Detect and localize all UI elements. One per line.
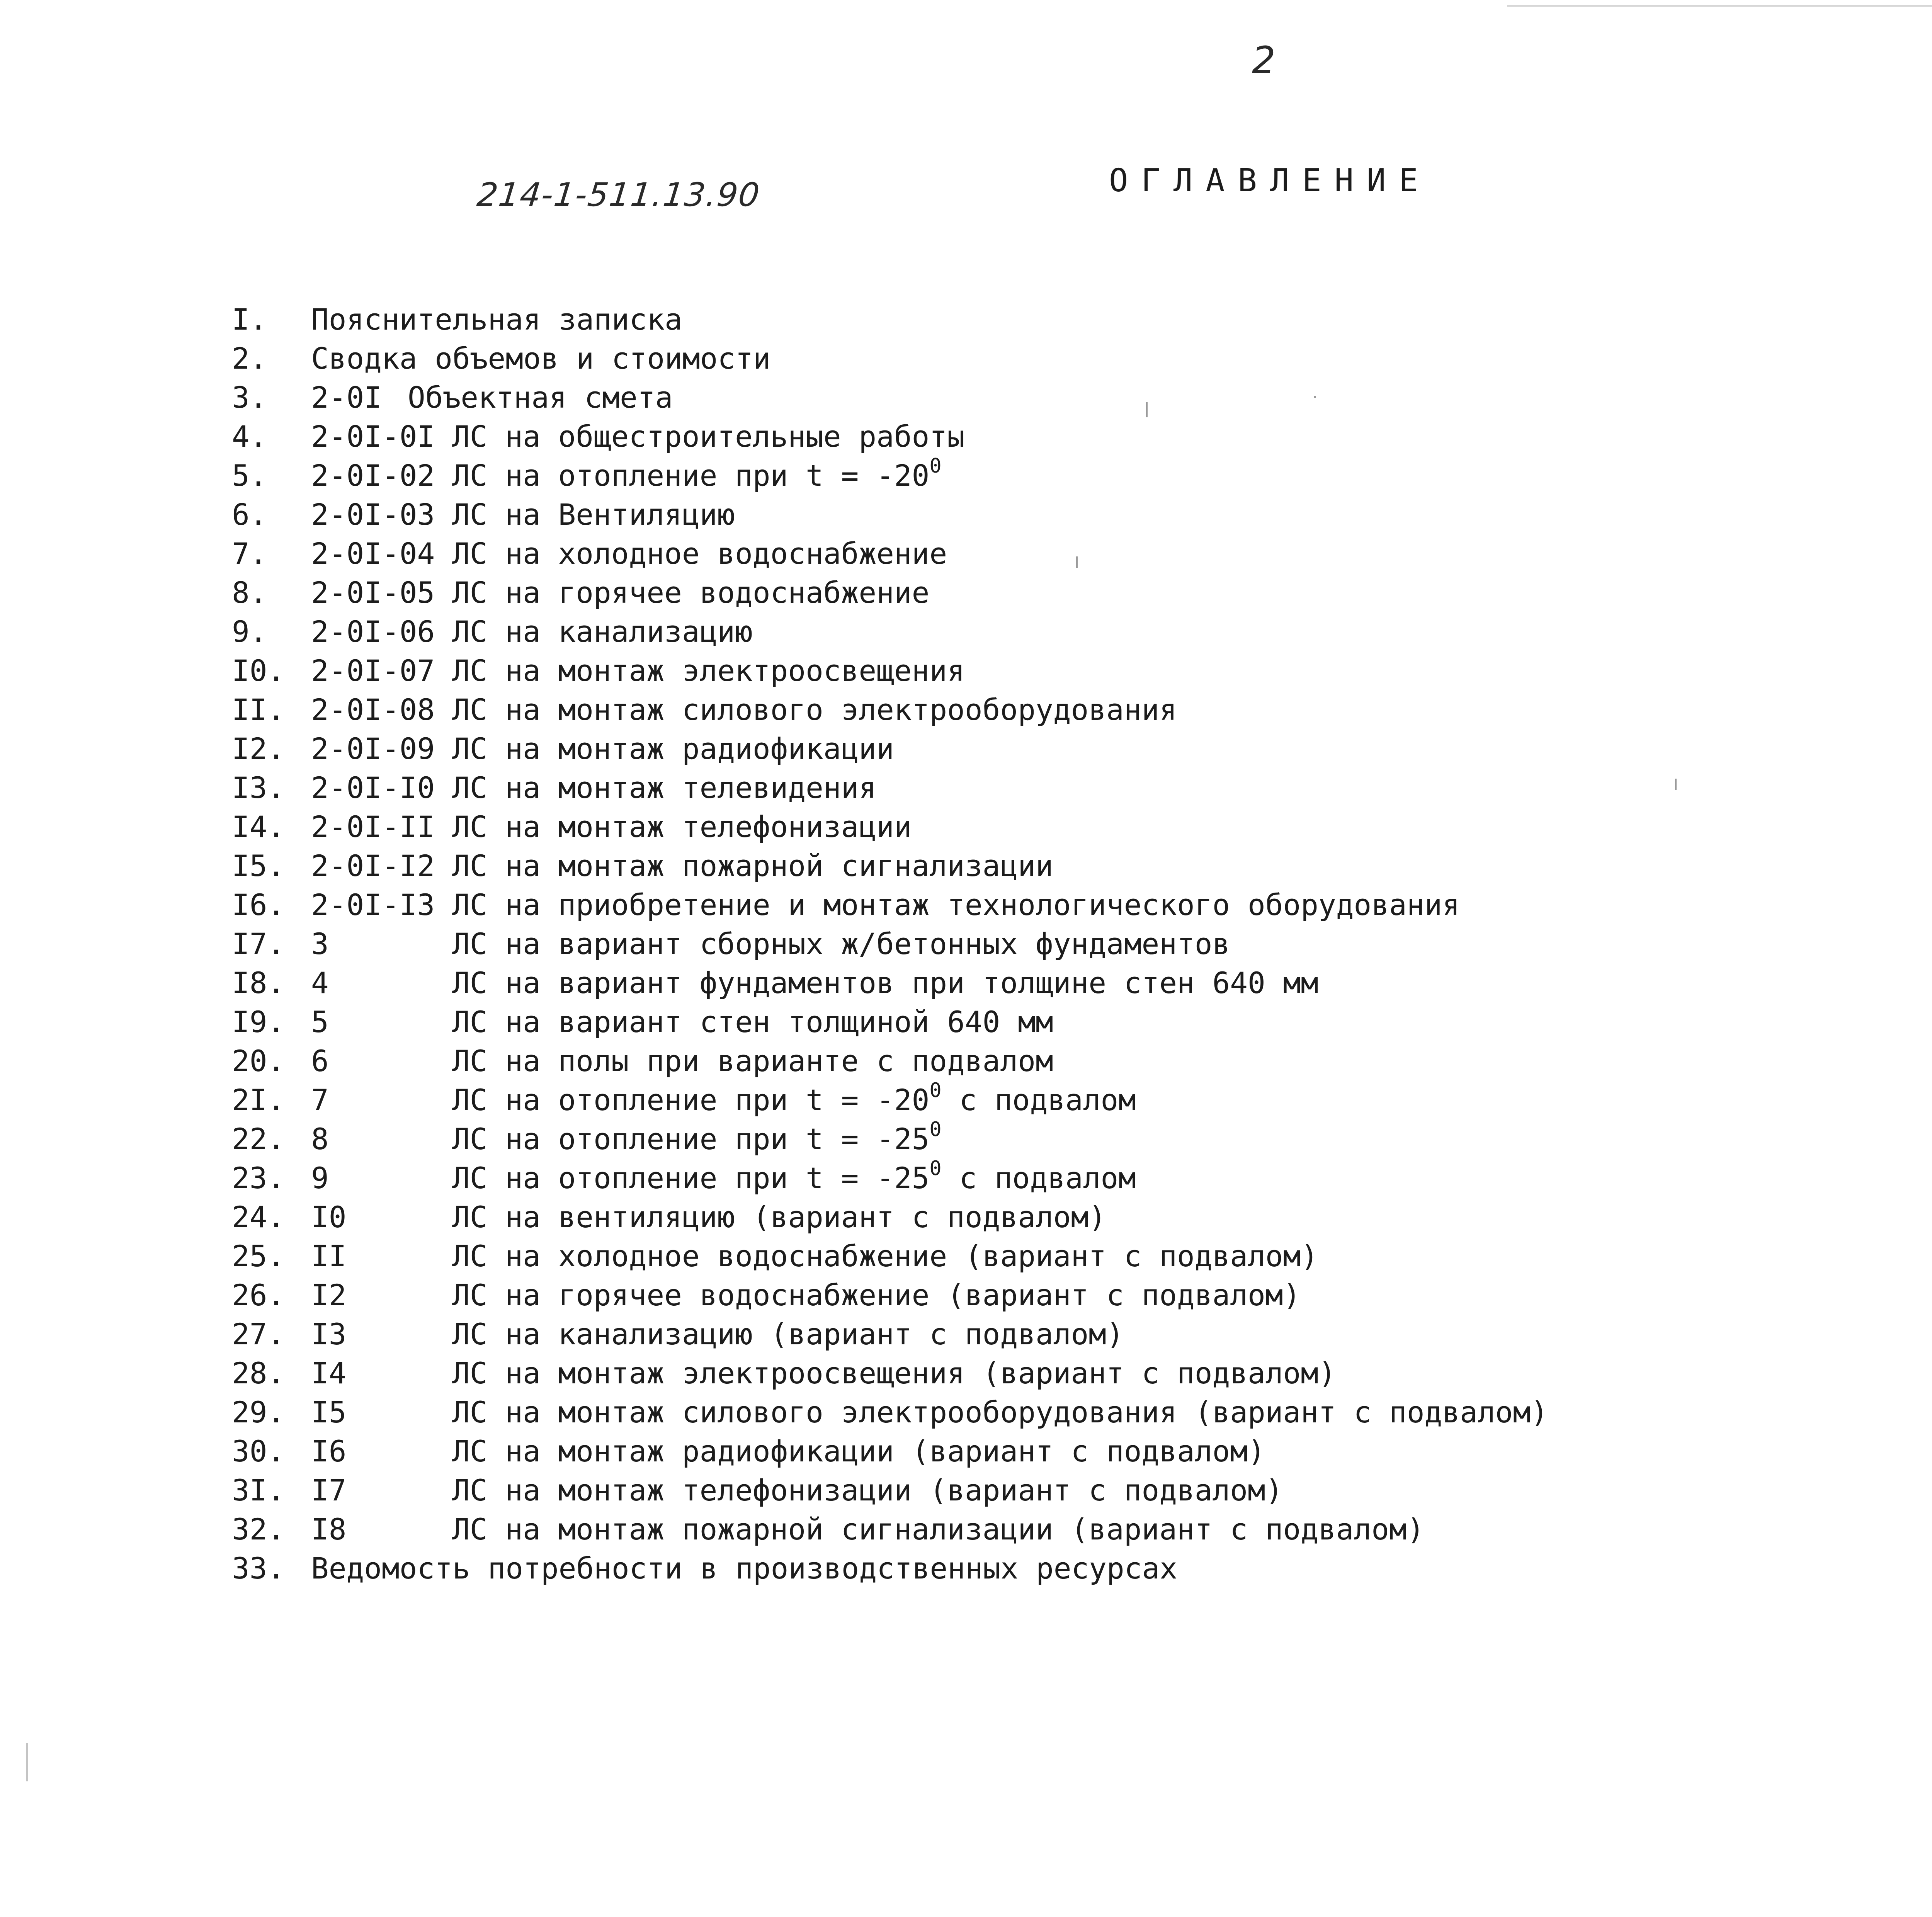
toc-item-code: 6: [311, 1044, 329, 1078]
toc-item-title-text: Объектная смета: [408, 380, 673, 415]
toc-item-number: 29.: [232, 1395, 285, 1429]
toc-item-number: II.: [232, 692, 285, 727]
toc-row: [232, 1432, 1932, 1471]
toc-row: [232, 1237, 1932, 1276]
toc-item-title-text: ЛС на монтаж радиофикации (вариант с подвалом): [452, 1434, 1265, 1468]
toc-row: [232, 378, 1932, 417]
toc-item-title: [452, 612, 753, 651]
toc-row: [232, 573, 1932, 612]
toc-item-title: [311, 300, 682, 339]
toc-item-title: [452, 1393, 1548, 1432]
toc-item-title: [452, 1042, 1053, 1080]
toc-item-code: I6: [311, 1434, 347, 1468]
toc-item-number: 30.: [232, 1434, 285, 1468]
toc-row: [232, 886, 1932, 925]
toc-item-code: 2-0I-06: [311, 614, 435, 649]
toc-row: [232, 730, 1932, 769]
toc-item-title: [452, 1120, 942, 1158]
toc-item-title-text: ЛС на монтаж электроосвещения (вариант с подвалом): [452, 1356, 1336, 1390]
toc-item-title: [452, 769, 876, 807]
toc-item-code: I7: [311, 1473, 347, 1507]
toc-item-number: 25.: [232, 1239, 285, 1273]
toc-item-code: 8: [311, 1122, 329, 1156]
toc-item-number: 9.: [232, 614, 267, 649]
toc-item-title-text: ЛС на канализацию: [452, 614, 753, 649]
toc-row: [232, 300, 1932, 339]
toc-item-number: I8.: [232, 966, 285, 1000]
toc-row: [232, 495, 1932, 534]
toc-row: [232, 339, 1932, 378]
toc-item-number: 32.: [232, 1512, 285, 1546]
toc-item-number: I4.: [232, 810, 285, 844]
toc-item-code: 3: [311, 927, 329, 961]
toc-item-title-text: ЛС на отопление при t = -25: [452, 1122, 930, 1156]
toc-item-number: 4.: [232, 419, 267, 454]
toc-item-number: I9.: [232, 1005, 285, 1039]
toc-item-title: [452, 964, 1318, 1002]
toc-item-code: 7: [311, 1083, 329, 1117]
toc-item-number: 22.: [232, 1122, 285, 1156]
toc-item-title-text: ЛС на монтаж пожарной сигнализации (вариант с подвалом): [452, 1512, 1425, 1546]
toc-row: [232, 847, 1932, 886]
toc-row: [232, 651, 1932, 691]
toc-item-title-text: ЛС на канализацию (вариант с подвалом): [452, 1317, 1124, 1351]
table-of-contents: [232, 300, 1932, 1588]
toc-item-title-text: ЛС на холодное водоснабжение (вариант с подвалом): [452, 1239, 1319, 1273]
toc-item-code: 9: [311, 1161, 329, 1195]
toc-item-code: 2-0I: [311, 380, 382, 415]
toc-item-number: I2.: [232, 731, 285, 766]
degree-superscript: 0: [929, 1157, 942, 1180]
toc-item-code: 2-0I-II: [311, 810, 435, 844]
toc-item-title-text: ЛС на монтаж телефонизации: [452, 810, 912, 844]
toc-item-title-text: ЛС на монтаж телевидения: [452, 771, 877, 805]
toc-item-number: 24.: [232, 1200, 285, 1234]
toc-item-title-text: Ведомость потребности в производственных ресурсах: [311, 1551, 1178, 1585]
degree-superscript: 0: [929, 454, 942, 478]
toc-item-number: I6.: [232, 888, 285, 922]
toc-item-number: 7.: [232, 536, 267, 571]
toc-row: [232, 1198, 1932, 1237]
toc-item-number: 28.: [232, 1356, 285, 1390]
toc-row: [232, 691, 1932, 730]
toc-item-title-text: ЛС на общестроительные работы: [452, 419, 965, 454]
toc-item-title: [452, 1159, 1136, 1197]
toc-item-number: I0.: [232, 653, 285, 688]
toc-item-number: 5.: [232, 458, 267, 493]
toc-row: [232, 808, 1932, 847]
toc-item-title: [452, 1354, 1336, 1393]
toc-item-title: [452, 808, 912, 846]
toc-item-title-text: ЛС на монтаж электроосвещения: [452, 653, 965, 688]
toc-item-code: 2-0I-08: [311, 692, 435, 727]
toc-row: [232, 1159, 1932, 1198]
toc-row: [232, 1471, 1932, 1510]
toc-item-title-text: ЛС на приобретение и монтаж технологического оборудования: [452, 888, 1460, 922]
toc-item-title-text: ЛС на монтаж силового электрооборудования (вариант с подвалом): [452, 1395, 1548, 1429]
toc-item-title: [452, 1237, 1318, 1276]
toc-item-code: I5: [311, 1395, 347, 1429]
toc-item-title: [311, 1549, 1177, 1588]
toc-row: [232, 1276, 1932, 1315]
toc-row: [232, 1315, 1932, 1354]
toc-item-title-text: ЛС на отопление при t = -25: [452, 1161, 930, 1195]
toc-item-number: I7.: [232, 927, 285, 961]
toc-item-title: [452, 573, 929, 612]
toc-item-title: [311, 339, 771, 378]
toc-row: [232, 456, 1932, 495]
toc-item-title-text: ЛС на вентиляцию (вариант с подвалом): [452, 1200, 1106, 1234]
toc-item-code: 2-0I-09: [311, 731, 435, 766]
toc-item-title-text: ЛС на монтаж пожарной сигнализации: [452, 849, 1053, 883]
toc-row: [232, 1081, 1932, 1120]
toc-item-title: [452, 534, 947, 573]
toc-row: [232, 769, 1932, 808]
toc-item-title-text: Сводка объемов и стоимости: [311, 341, 771, 376]
toc-item-title: [452, 1003, 1053, 1041]
toc-item-number: 8.: [232, 575, 267, 610]
toc-item-title-text: Пояснительная записка: [311, 302, 682, 337]
toc-row: [232, 1393, 1932, 1432]
toc-item-title: [452, 886, 1460, 924]
toc-item-title: [452, 847, 1053, 885]
toc-item-code: 2-0I-0I: [311, 419, 435, 454]
toc-item-title-text: ЛС на горячее водоснабжение (вариант с подвалом): [452, 1278, 1301, 1312]
toc-row: [232, 534, 1932, 573]
toc-item-title-text: ЛС на горячее водоснабжение: [452, 575, 930, 610]
toc-item-title-text: ЛС на монтаж радиофикации: [452, 731, 894, 766]
toc-item-code: 2-0I-05: [311, 575, 435, 610]
toc-item-title-text: ЛС на отопление при t = -20: [452, 1083, 930, 1117]
toc-item-title: [452, 651, 965, 690]
toc-item-number: 23.: [232, 1161, 285, 1195]
toc-item-title-text: ЛС на вариант сборных ж/бетонных фундаментов: [452, 927, 1230, 961]
toc-item-title-text: ЛС на монтаж телефонизации (вариант с подвалом): [452, 1473, 1283, 1507]
toc-item-code: II: [311, 1239, 347, 1273]
toc-item-code: 2-0I-04: [311, 536, 435, 571]
toc-item-code: 4: [311, 966, 329, 1000]
toc-item-number: 2.: [232, 341, 267, 376]
toc-item-title: [408, 378, 673, 417]
toc-item-code: I4: [311, 1356, 347, 1390]
document-code: 214-1-511.13.90: [475, 176, 762, 214]
toc-item-code: 2-0I-I2: [311, 849, 435, 883]
toc-item-title-text: ЛС на холодное водоснабжение: [452, 536, 947, 571]
toc-row: [232, 612, 1932, 651]
page-edge-left: [26, 1743, 28, 1781]
toc-row: [232, 417, 1932, 456]
toc-item-number: 2I.: [232, 1083, 285, 1117]
toc-item-title: [452, 456, 942, 495]
page-number: 2: [1252, 39, 1276, 82]
toc-item-title: [452, 691, 1177, 729]
toc-item-title: [452, 1432, 1265, 1471]
degree-superscript: 0: [929, 1118, 942, 1141]
toc-item-code: I0: [311, 1200, 347, 1234]
toc-item-number: 33.: [232, 1551, 285, 1585]
toc-item-title-suffix: с подвалом: [941, 1083, 1136, 1117]
toc-item-title: [452, 1276, 1301, 1315]
toc-item-title: [452, 417, 965, 456]
toc-item-code: 2-0I-03: [311, 497, 435, 532]
toc-item-number: 26.: [232, 1278, 285, 1312]
toc-item-number: I3.: [232, 771, 285, 805]
toc-item-code: 2-0I-07: [311, 653, 435, 688]
toc-item-number: 6.: [232, 497, 267, 532]
page-title: ОГЛАВЛЕНИЕ: [1109, 162, 1431, 199]
toc-item-title: [452, 495, 735, 534]
toc-item-title-text: ЛС на вариант фундаментов при толщине стен 640 мм: [452, 966, 1319, 1000]
toc-item-title-text: ЛС на полы при варианте с подвалом: [452, 1044, 1053, 1078]
toc-item-number: I5.: [232, 849, 285, 883]
toc-item-title: [452, 1510, 1425, 1549]
toc-row: [232, 1003, 1932, 1042]
page-edge-top: [1507, 5, 1932, 7]
toc-row: [232, 1120, 1932, 1159]
toc-item-title: [452, 925, 1230, 963]
toc-item-code: 2-0I-02: [311, 458, 435, 493]
toc-item-title: [452, 730, 894, 768]
toc-item-title-text: ЛС на вариант стен толщиной 640 мм: [452, 1005, 1053, 1039]
toc-item-title: [452, 1198, 1106, 1237]
toc-row: [232, 964, 1932, 1003]
toc-item-code: I2: [311, 1278, 347, 1312]
toc-row: [232, 1549, 1932, 1588]
toc-item-code: 5: [311, 1005, 329, 1039]
toc-item-title-text: ЛС на монтаж силового электрооборудования: [452, 692, 1177, 727]
toc-item-code: 2-0I-I0: [311, 771, 435, 805]
toc-item-title: [452, 1081, 1136, 1119]
toc-row: [232, 1510, 1932, 1549]
toc-item-number: 3I.: [232, 1473, 285, 1507]
toc-item-number: 27.: [232, 1317, 285, 1351]
toc-item-code: I3: [311, 1317, 347, 1351]
toc-item-title-text: ЛС на отопление при t = -20: [452, 458, 930, 493]
degree-superscript: 0: [929, 1079, 942, 1102]
toc-item-title-text: ЛС на Вентиляцию: [452, 497, 735, 532]
toc-item-code: I8: [311, 1512, 347, 1546]
toc-item-number: I.: [232, 302, 267, 337]
toc-row: [232, 1354, 1932, 1393]
toc-item-code: 2-0I-I3: [311, 888, 435, 922]
toc-row: [232, 1042, 1932, 1081]
toc-item-number: 3.: [232, 380, 267, 415]
toc-item-title: [452, 1315, 1124, 1354]
toc-item-number: 20.: [232, 1044, 285, 1078]
toc-item-title-suffix: с подвалом: [941, 1161, 1136, 1195]
toc-item-title: [452, 1471, 1283, 1510]
toc-row: [232, 925, 1932, 964]
